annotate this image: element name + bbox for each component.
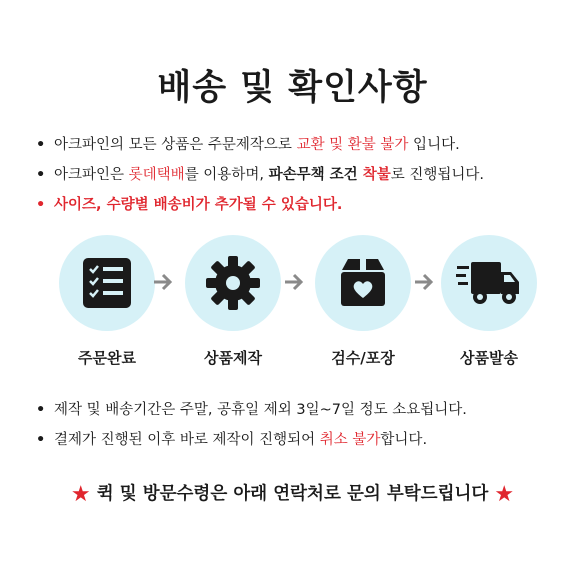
note-text: 사이즈, 수량별 배송비가 추가될 수 있습니다. (54, 197, 343, 213)
bullet-icon: • (36, 432, 46, 448)
note-item (36, 160, 565, 190)
step-circle (315, 235, 411, 331)
step-label: 검수/포장 (331, 349, 395, 367)
package-heart-icon (336, 256, 390, 310)
note-text: 취소 불가 (319, 432, 381, 448)
note-text: 아크파인의 모든 상품은 주문제작으로 (54, 137, 297, 153)
arrow-right-icon (283, 271, 305, 293)
star-icon: ★ (494, 482, 515, 507)
note-text: 파손무책 조건 (268, 167, 363, 183)
note-text: 착불 (362, 167, 391, 183)
step-circle (59, 235, 155, 331)
note-item (36, 425, 565, 455)
notes-bottom-list (36, 395, 565, 455)
note-text: 롯데택배 (128, 167, 185, 183)
bullet-icon: • (36, 197, 46, 213)
page-title: 배송 및 확인사항 (157, 68, 428, 108)
note-text: 제작 및 배송기간은 주말, 공휴일 제외 3일~7일 정도 소요됩니다. (54, 402, 467, 418)
step-label: 주문완료 (78, 349, 136, 367)
bullet-icon: • (36, 167, 46, 183)
footer-text: 퀵 및 방문수령은 아래 연락처로 문의 부탁드립니다 (96, 484, 489, 504)
process-steps (0, 235, 585, 380)
bullet-icon: • (36, 137, 46, 153)
footer-notice (0, 480, 585, 507)
note-text: 입니다. (408, 137, 460, 153)
star-icon: ★ (70, 482, 91, 507)
step-order-complete (58, 235, 156, 368)
checklist-icon (82, 257, 132, 309)
step-production (184, 235, 282, 368)
gear-icon (205, 255, 261, 311)
note-item (36, 130, 565, 160)
step-shipping (440, 235, 538, 368)
arrow-right-icon (413, 271, 435, 293)
delivery-truck-icon (456, 260, 522, 306)
step-label: 상품발송 (460, 349, 518, 367)
note-item (36, 190, 565, 220)
note-text: 아크파인은 (54, 167, 129, 183)
step-circle (185, 235, 281, 331)
note-text: 를 이용하며, (184, 167, 269, 183)
arrow-right-icon (152, 271, 174, 293)
step-inspection-packing (314, 235, 412, 368)
notes-top-list (36, 130, 565, 220)
note-text: 로 진행됩니다. (390, 167, 484, 183)
note-text: 결제가 진행된 이후 바로 제작이 진행되어 (54, 432, 320, 448)
note-item (36, 395, 565, 425)
bullet-icon: • (36, 402, 46, 418)
step-circle (441, 235, 537, 331)
note-text: 교환 및 환불 불가 (296, 137, 409, 153)
step-label: 상품제작 (204, 349, 262, 367)
note-text: 합니다. (380, 432, 428, 448)
